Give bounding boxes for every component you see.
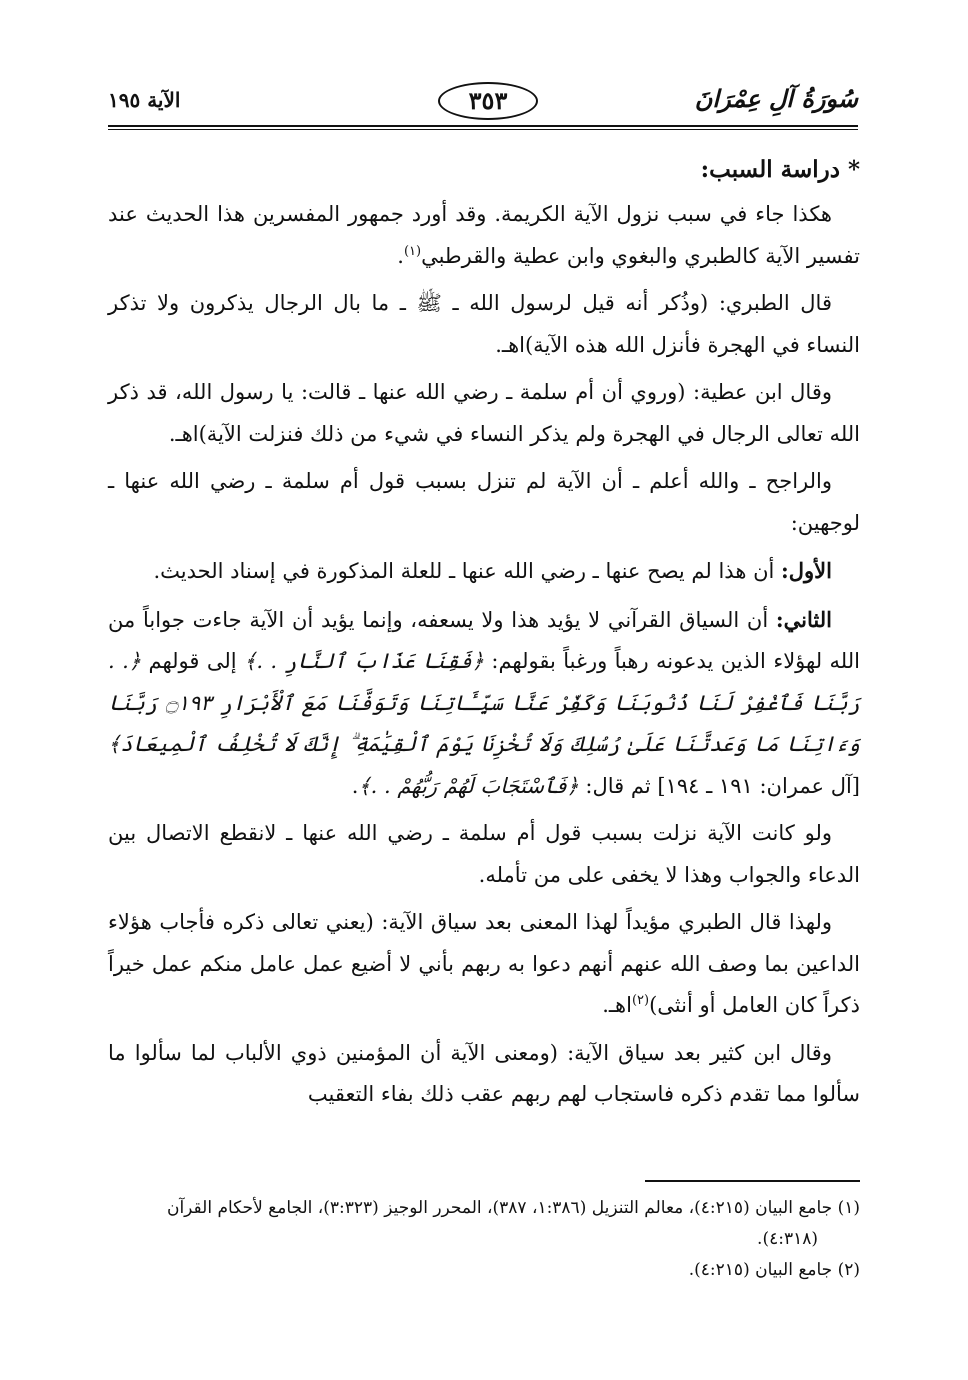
quran-quote-a: ﴿فَقِنَا عَذَابَ ٱلنَّارِ . .﴾: [244, 649, 484, 673]
paragraph-3: وقال ابن عطية: (وروي أن أم سلمة ـ رضي الله عنها ـ قالت: يا رسول الله، قد ذكر الله تعالى الرجال في الهجرة ولم يذكر النساء في شيء من ذلك فنزلت الآية)اهـ.: [108, 380, 860, 446]
paragraph-6-text: ولهذا قال الطبري مؤيداً لهذا المعنى بعد سياق الآية: (يعني تعالى ذكره فأجاب هؤلاء الداعين بما وصف الله عنهم أنهم دعوا به ربهم بأني لا أضيع عمل عامل منكم عمل خيراً ذكراً كان العامل أو أنثى): [108, 910, 860, 1017]
point-second: [108, 599, 860, 808]
quran-quote-b: ﴿. . رَبَّنَا فَٱغْفِرْ لَنَا ذُنُوبَنَا وَكَفِّرْ عَنَّا سَيِّـَٔاتِنَا وَتَوَفَّنَا مَعَ ٱلْأَبْرَارِ ۝١٩٣ رَبَّنَا وَءَاتِنَا مَا وَعَدتَّنَا عَلَىٰ رُسُلِكَ وَلَا تُخْزِنَا يَوْمَ ٱلْقِيَٰمَةِ ۗ إِنَّكَ لَا تُخْلِفُ ٱلْمِيعَادَ﴾: [108, 649, 860, 756]
paragraph-6-end: اهـ.: [602, 993, 632, 1017]
footnote-ref-1: (١): [403, 243, 422, 259]
paragraph-2: قال الطبري: (وذُكر أنه قيل لرسول الله ـ ﷺ ـ ما بال الرجال يذكرون ولا تذكر النساء في الهجرة فأنزل الله هذه الآية)اهـ.: [108, 291, 860, 357]
paragraph-5: ولو كانت الآية نزلت بسبب قول أم سلمة ـ رضي الله عنها ـ لانقطع الاتصال بين الدعاء والجواب وهذا لا يخفى على من تأمله.: [108, 821, 860, 887]
point-first-text: أن هذا لم يصح عنها ـ رضي الله عنها ـ للعلة المذكورة في إسناد الحديث.: [153, 559, 775, 583]
paragraph-7: وقال ابن كثير بعد سياق الآية: (ومعنى الآية أن المؤمنين ذوي الألباب لما سألوا ما سألوا مما تقدم ذكره فاستجاب لهم ربهم عقب ذلك بفاء التعقيب: [108, 1040, 860, 1106]
header-divider-thin: [108, 129, 858, 130]
point-second-text-b: إلى قولهم: [148, 649, 237, 673]
paragraph-1-text: هكذا جاء في سبب نزول الآية الكريمة. وقد أورد جمهور المفسرين هذا الحديث عند تفسير الآية كالطبري والبغوي وابن عطية والقرطبي: [108, 202, 860, 268]
point-second-text-a: أن السياق القرآني لا يؤيد هذا ولا يسعفه، وإنما يؤيد أن الآية جاءت جواباً من الله لهؤلاء الذين يدعونه رهباً ورغباً بقولهم:: [108, 607, 860, 673]
footnote-2: (٢) جامع البيان (٤:٢١٥).: [688, 1260, 860, 1280]
paragraph-1: [108, 194, 860, 277]
point-first: [108, 550, 860, 593]
point-second-text-c: [آل عمران: ١٩١ ـ ١٩٤] ثم قال:: [585, 773, 860, 798]
footnote-1: (١) جامع البيان (٤:٢١٥)، معالم التنزيل (١:٣٨٦، ٣٨٧)، المحرر الوجيز (٣:٣٢٣)، الجامع لأحكام القرآن (٤:٣١٨).: [166, 1198, 860, 1249]
ayah-label: الآية ١٩٥: [108, 88, 181, 112]
quran-quote-c: ﴿فَٱسْتَجَابَ لَهُمْ رَبُّهُمْ . .﴾: [358, 773, 579, 798]
paragraph-1-end: .: [397, 243, 404, 268]
point-second-end: .: [351, 773, 359, 798]
footnote-divider: [645, 1180, 860, 1182]
page-number: ٣٥٣: [438, 82, 538, 120]
point-first-label: الأول:: [781, 558, 832, 583]
footnote-ref-2: (٢): [631, 993, 650, 1008]
surah-title: سُورَةُ آلِ عِمْرَانَ: [694, 84, 858, 113]
header-divider: [108, 125, 858, 127]
point-second-label: الثاني:: [775, 606, 832, 632]
main-text: [108, 150, 860, 1122]
paragraph-4: والراجح ـ والله أعلم ـ أن الآية لم تنزل بسبب قول أم سلمة ـ رضي الله عنها ـ لوجهين:: [108, 469, 860, 535]
page-header: [108, 82, 858, 122]
footnotes: [108, 1193, 860, 1286]
paragraph-6: [108, 902, 860, 1027]
section-heading: * دراسة السبب:: [700, 156, 860, 183]
